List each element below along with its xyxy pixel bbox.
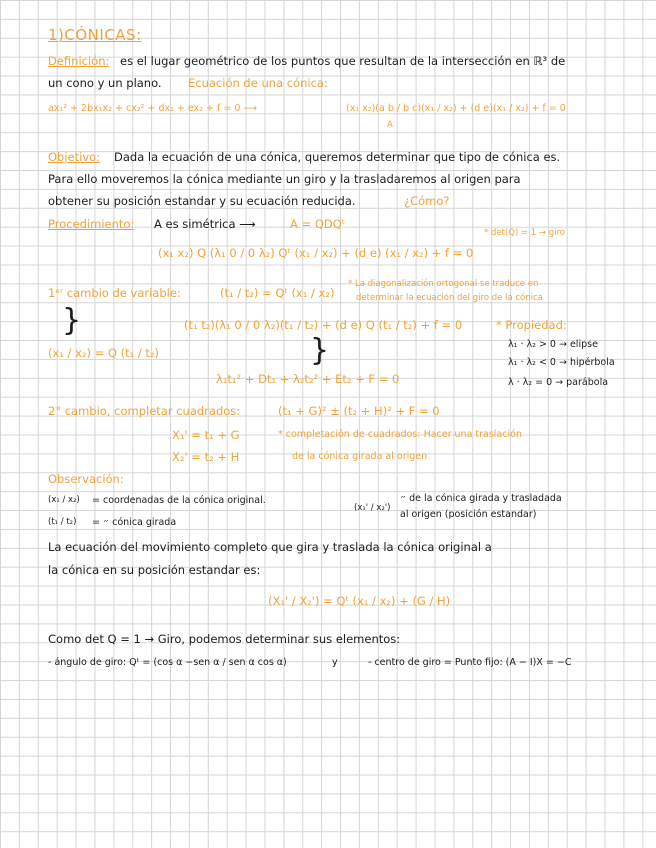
observacion-label: Observación:	[48, 472, 124, 486]
and-text: y	[332, 657, 338, 668]
objetivo-line3: obtener su posición estandar y su ecuación reducida.	[48, 194, 356, 208]
obs-standard-text2: al origen (posición estandar)	[400, 509, 537, 520]
curly-brace-left: }	[62, 303, 82, 338]
objetivo-line1: Dada la ecuación de una cónica, queremos determinar que tipo de cónica es.	[114, 150, 561, 164]
cambio2-label: 2° cambio, completar cuadrados:	[48, 404, 241, 418]
obs-original-text: = coordenadas de la cónica original.	[92, 495, 266, 506]
cambio2-x1: X₁' = t₁ + G	[172, 428, 240, 442]
curly-brace-center: }	[310, 333, 330, 368]
objetivo-line2: Para ello moveremos la cónica mediante un giro y la trasladaremos al origen para	[48, 172, 521, 186]
cambio2-equation: (t₁ + G)² ± (t₂ + H)² + F = 0	[278, 404, 440, 418]
cambio2-x2: X₂' = t₂ + H	[172, 450, 240, 464]
conic-matrix-equation: (x₁ x₂)(a b / b c)(x₁ / x₂) + (d e)(x₁ / x₂) + f = 0	[346, 103, 566, 114]
obs-rotated-symbol: (t₁ / t₂)	[48, 517, 77, 527]
inverse-change: (x₁ / x₂) = Q (t₁ / t₂)	[48, 346, 160, 360]
definicion-line1: es el lugar geométrico de los puntos que resultan de la intersección en ℝ³ de	[120, 54, 566, 68]
qdq-equation: A = QDQᵗ	[290, 217, 346, 231]
centro-de-giro: - centro de giro = Punto fijo: (A − I)X = −C	[368, 657, 572, 668]
cambio1-note2: determinar la ecuación del giro de la cónica	[356, 293, 543, 303]
reduced-equation: λ₁t₁² + Dt₁ + λ₂t₂² + Et₂ + F = 0	[216, 372, 400, 386]
obs-rotated-text: = ״ cónica girada	[92, 517, 177, 528]
angulo-de-giro: - ángulo de giro: Qᵗ = (cos α −sen α / sen α cos α)	[48, 657, 287, 668]
obs-standard-text1: ״ de la cónica girada y trasladada	[400, 493, 562, 504]
cambio1-label: 1ᵉʳ cambio de variable:	[48, 286, 181, 300]
propiedad-label: * Propiedad:	[496, 318, 567, 332]
cambio1-note1: * La diagonalización ortogonal se traduce en	[348, 279, 539, 289]
propiedad-elipse: λ₁ · λ₂ > 0 → elipse	[508, 339, 598, 350]
matrix-a-label: A	[387, 120, 393, 130]
cambio1-rotated-equation: (t₁ t₂)(λ₁ 0 / 0 λ₂)(t₁ / t₂) + (d e) Q (t₁ / t₂) + f = 0	[184, 318, 463, 332]
page-title: 1)CÓNICAS:	[48, 26, 142, 44]
definicion-label: Definición:	[48, 54, 110, 68]
cambio2-note2: de la cónica girada al origen	[292, 451, 428, 462]
cambio1-equation: (t₁ / t₂) = Qᵗ (x₁ / x₂)	[220, 286, 335, 300]
propiedad-parabola: λ · λ₂ = 0 → parábola	[508, 377, 609, 388]
det-note: * det(Q) = 1 → giro	[484, 228, 565, 238]
procedimiento-equation: (x₁ x₂) Q (λ₁ 0 / 0 λ₂) Qᵗ (x₁ / x₂) + (d e) (x₁ / x₂) + f = 0	[158, 246, 474, 260]
movimiento-equation: (X₁' / X₂') = Qᵗ (x₁ / x₂) + (G / H)	[268, 594, 451, 608]
objetivo-label: Objetivo:	[48, 150, 101, 164]
cambio2-note1: * completación de cuadrados: Hacer una traslación	[278, 429, 522, 440]
obs-original-symbol: (x₁ / x₂)	[48, 495, 80, 505]
movimiento-line2: la cónica en su posición estandar es:	[48, 563, 261, 577]
definicion-line2: un cono y un plano.	[48, 76, 162, 90]
obs-standard-symbol: (x₁' / x₂')	[354, 503, 391, 513]
final-line1: Como det Q = 1 → Giro, podemos determinar sus elementos:	[48, 632, 401, 646]
como-text: ¿Cómo?	[404, 194, 450, 208]
procedimiento-text: A es simétrica ⟶	[154, 217, 256, 231]
procedimiento-label: Procedimiento:	[48, 217, 135, 231]
ecuacion-label: Ecuación de una cónica:	[188, 76, 328, 90]
conic-general-equation: ax₁² + 2bx₁x₂ + cx₂² + dx₁ + ex₂ + f = 0 ⟶	[48, 103, 258, 114]
propiedad-hiperbola: λ₁ · λ₂ < 0 → hipérbola	[508, 357, 615, 368]
movimiento-line1: La ecuación del movimiento completo que gira y traslada la cónica original a	[48, 540, 492, 554]
